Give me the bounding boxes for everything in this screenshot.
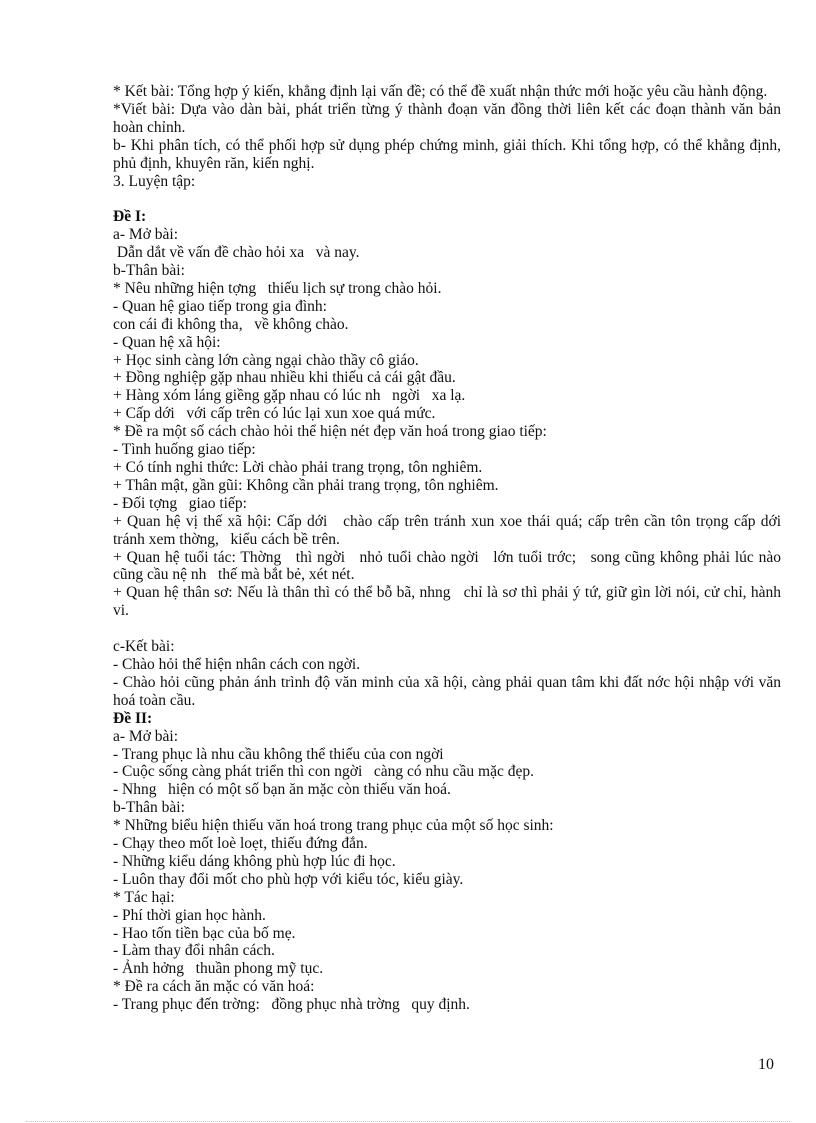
text-line: c-Kết bài: [113, 638, 175, 656]
text-line: - Quan hệ giao tiếp trong gia đình: [113, 297, 327, 315]
text-line: - Quan hệ xã hội: [113, 333, 221, 351]
text-line: + Đồng nghiệp gặp nhau nhiều khi thiếu cả cái gật đầu. [113, 369, 456, 387]
text-line: - Tình huống giao tiếp: [113, 441, 256, 459]
text-line: + Hàng xóm láng giềng gặp nhau có lúc nh ngời xa lạ. [113, 387, 466, 405]
text-line: con cái đi không tha, về không chào. [113, 315, 349, 333]
paragraph: b- Khi phân tích, có thể phối hợp sử dụng phép chứng minh, giải thích. Khi tổng hợp, có thể khẳng định, phủ định, khuyên răn, kiến nghị. [113, 136, 785, 172]
text-line: a- Mở bài: [113, 226, 179, 244]
paragraph: + Quan hệ thân sơ: Nếu là thân thì có thể bỗ bã, nhng chỉ là sơ thì phải ý tứ, giữ gìn lời nói, cử chỉ, hành vi. [113, 584, 785, 620]
text-line: + Cấp dới với cấp trên có lúc lại xun xoe quá mức. [113, 405, 436, 423]
text-line: b-Thân bài: [113, 262, 185, 280]
text-line: * Đề ra cách ăn mặc có văn hoá: [113, 978, 315, 996]
text-line: - Cuộc sống càng phát triển thì con ngời càng có nhu cầu mặc đẹp. [113, 763, 534, 781]
text-line: - Chào hỏi thể hiện nhân cách con ngời. [113, 655, 361, 673]
paragraph: - Chào hỏi cũng phản ánh trình độ văn minh của xã hội, càng phải quan tâm khi đất nớc hội nhập với văn hoá toàn cầu. [113, 673, 785, 709]
text-line: * Những biểu hiện thiếu văn hoá trong trang phục của một số học sinh: [113, 817, 554, 835]
text-line: - Ảnh hởng thuần phong mỹ tục. [113, 960, 324, 978]
text-line: * Nêu những hiện tợng thiếu lịch sự trong chào hỏi. [113, 279, 442, 297]
paragraph: + Quan hệ vị thế xã hội: Cấp dới chào cấp trên tránh xun xoe thái quá; cấp trên cần tôn trọng cấp dới tránh xem thờng, kiểu cách bề trên. [113, 512, 793, 548]
text-line: - Trang phục đến trờng: đồng phục nhà trờng quy định. [113, 996, 470, 1014]
text-line: + Thân mật, gần gũi: Không cần phải trang trọng, tôn nghiêm. [113, 476, 499, 494]
text-line: Dẫn dắt về vấn đề chào hỏi xa và nay. [113, 244, 360, 262]
section-heading: Đề II: [113, 709, 153, 727]
page-number: 10 [758, 1056, 774, 1073]
text-line: + Học sinh càng lớn càng ngại chào thầy cô giáo. [113, 351, 419, 369]
text-line: - Luôn thay đổi mốt cho phù hợp với kiểu tóc, kiểu giày. [113, 870, 464, 888]
page-footer-divider [26, 1121, 790, 1122]
blank-line [113, 190, 781, 208]
text-line: + Có tính nghi thức: Lời chào phải trang trọng, tôn nghiêm. [113, 459, 483, 477]
document-body [113, 83, 793, 1014]
text-line: - Đối tợng giao tiếp: [113, 494, 247, 512]
text-line: - Nhng hiện có một số bạn ăn mặc còn thiếu văn hoá. [113, 781, 451, 799]
text-line: b-Thân bài: [113, 799, 185, 817]
text-line: 3. Luyện tập: [113, 172, 196, 190]
text-line: - Chạy theo mốt loè loẹt, thiếu đứng đắn. [113, 835, 368, 853]
text-line: - Những kiểu dáng không phù hợp lúc đi học. [113, 852, 396, 870]
text-line: - Hao tốn tiền bạc của bố mẹ. [113, 924, 296, 942]
paragraph: * Kết bài: Tổng hợp ý kiến, khẳng định lại vấn đề; có thể đề xuất nhận thức mới hoặc yêu cầu hành động. [113, 83, 768, 100]
blank-line [113, 620, 781, 638]
text-line: - Làm thay đổi nhân cách. [113, 942, 275, 960]
section-heading: Đề I: [113, 208, 147, 226]
paragraph: + Quan hệ tuổi tác: Thờng thì ngời nhỏ tuổi chào ngời lớn tuổi trớc; song cũng không phải lúc nào cũng cầu nệ nh thế mà bắt bẻ, xét nét. [113, 548, 785, 584]
text-line: - Phí thời gian học hành. [113, 906, 266, 924]
text-line: a- Mở bài: [113, 727, 179, 745]
text-line: * Đề ra một số cách chào hỏi thể hiện nét đẹp văn hoá trong giao tiếp: [113, 423, 547, 441]
text-line: - Trang phục là nhu cầu không thể thiếu của con ngời [113, 745, 444, 763]
paragraph: *Viết bài: Dựa vào dàn bài, phát triển từng ý thành đoạn văn đồng thời liên kết các đoạn thành văn bản hoàn chỉnh. [113, 100, 785, 136]
text-line: * Tác hại: [113, 888, 175, 906]
